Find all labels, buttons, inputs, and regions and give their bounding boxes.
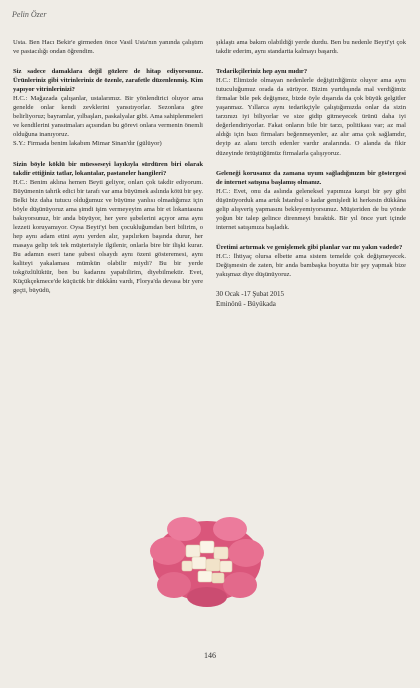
interview-paragraph: H.C.: Benim aklına hemen Beyti geliyor, onları çok takdir ediyorum. Büyümenin tahrik edici bir tarafı var ama büyümek aslında kötü bir şey. Belki biz daha tutucu olduğumuz ve büyüme yanlısı olmadığımız için böyle düşünüyoruz ama şimdi işim vermeyeyim ama bir et lokantasına bakıyorsunuz, bir anda büyüyor, her yere şubelerini açıyor ama aynı lezzeti koruyamıyor. Oysa Beyti'yi ben çocukluğumdan beri bilirim, o hep aynı adam etini aynı yerden alır, yapılırken başında durur, her masaya gelip tek tek müşterisiyle ilgilenir, onlarla bire bir ilişki kurar. Bu adamın eseri tane şubesi olsaydı aynı özeni gösteremesi, aynı kaliteyi yakalaması mümkün olabilir miydi? Bu bir yerde tokgözlülüktür, ben bu kadarını yapabilirim, diyebilmektir. Evet, Küçükçekmece'de küçücük bir dükkânı vardı, Florya'da devasa bir yere geçti, büyüdü, [13,178,204,295]
interview-paragraph: şıklaştı ama bakım olabildiği yerde durdu. Ben bu nedenle Beyti'yi çok takdir ederim, aynı standartta kalmayı başardı. [216,39,406,56]
date-block [216,289,406,309]
interview-question: Siz sadece damaklara değil gözlere de hitap ediyorsunuz. Ürünleriniz gibi vitrinleriniz de özenle, zarafetle düzenlenmiş. Kim yapıyor vitrinlerinizi? [13,68,203,94]
running-head-author: Pelin Özer [12,10,47,19]
interview-paragraph: S.Y.: Firmada benim lakabım Mimar Sinan'dır (gülüyor) [13,140,162,148]
turkish-delight-flower-illustration [148,515,266,607]
interview-paragraph: H.C.: İhtiyaç olursa elbette ama sistem temelde çok değişmeyecek. Değişmesin de zaten, bir anda bambaşka boyutta bir şey yapmak bize yakışmaz diye düşünüyoruz. [216,252,406,279]
interview-paragraph: H.C.: Mağazada çalışanlar, ustalarımız. Bir yönlendirici oluyor ama genelde onlar kendi zevklerini yansıtıyorlar. Sezonlara göre belirliyoruz; bayramlar, yılbaşları, paskalyalar gibi. Ama sahiplenmeleri ve kendilerini yansıtmaları açısından bu görevi onlara vermenin önemli olduğuna inanıyoruz. [13,95,203,139]
right-column [216,38,406,309]
interview-question: Geleneği korusanız da zamana uyum sağladığınızın bir göstergesi de internet satışına başlamış olmanız. [216,169,406,186]
interview-paragraph: Usta. Ben Hacı Bekir'e girmeden önce Vasil Usta'nın yanında çalıştım ve pastacılığı ondan öğrendim. [13,39,203,56]
interview-paragraph: H.C.: Elimizde olmayan nedenlerle değiştirdiğimiz oluyor ama aynı tutuculuğumuz orada da sürüyor. Bizim yurtdışında mal verdiğimiz firmalar bile pek değişmez, bizde öyle dışarıda da çok büyük gelgitler yaşanmaz. Yıllarca aynı tedarikçiyle çalıştığımızda onlar da sizin tarzınızı iyi biliyorlar ve size gidip gitmeyecek ürünü daha iyi değerlendiriyorlar. Fakat onların bile bir tarzı, politikası var; az mal aldığı için bazı firmaları beğenmeyenler, az alır ama çok sağlamdır, deyip az alanı tercih edenler vardır aralarında. O alanda da fikir düzeyinde örtüştüğümüz firmalarla çalışıyoruz. [216,77,406,157]
interview-question: Tedarikçileriniz hep aynı mıdır? [216,68,308,76]
interview-paragraph: H.C.: Evet, onu da aslında geleneksel yapımıza karşıt bir şey gibi düşünüyorduk ama artık İstanbul o kadar genişledi ki herkesin dükkâna gelip alışveriş yapmasını bekleyemiyorsunuz. Müşteriden de bu yönde yoğun bir talep gelince direnmeyi bıraktık. Bir yıl önce yurt içinde internet satışımıza başladık. [216,187,406,231]
interview-question: Üretimi artırmak ve genişlemek gibi planlar var mı yakın vadede? [216,243,403,251]
page-number: 146 [204,651,216,660]
left-column [13,38,203,295]
interview-question: Sizin böyle köklü bir müesseseyi layıkıyla sürdüren biri olarak takdir ettiğiniz tatlar, lokantalar, pastaneler hangileri? [13,160,203,177]
interview-dates: 30 Ocak -17 Şubat 2015 [216,290,285,299]
interview-place: Eminönü - Büyükada [216,300,276,309]
